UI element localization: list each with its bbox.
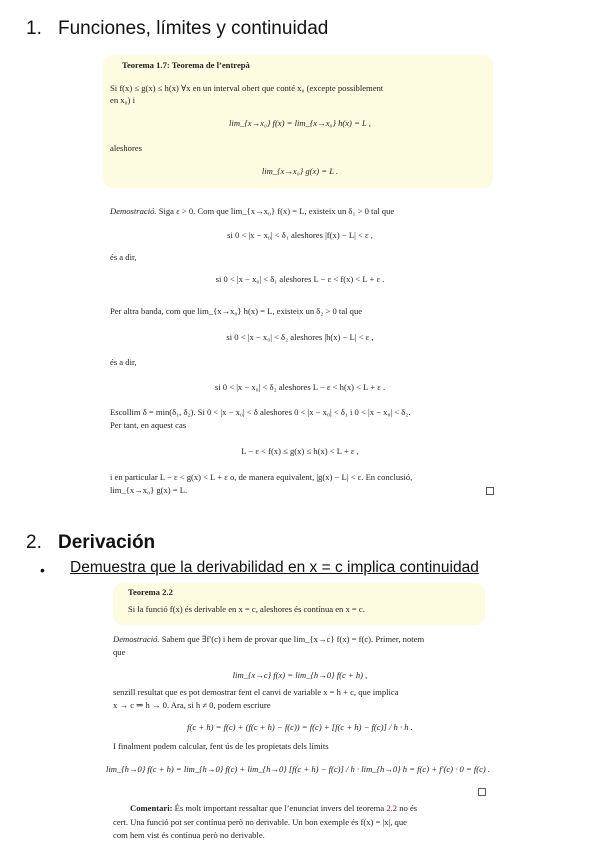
qed-icon [478,788,486,796]
proof-text: Per tant, en aquest cas [110,420,187,430]
proof-text: Escollim δ = min(δ₁, δ₂). Si 0 < |x − x₀| < δ aleshores 0 < |x − x₀| < δ₁ i 0 < |x − x₀| < δ₂. [110,407,411,417]
proof-text: que [113,647,126,657]
equation: lim_{h→0} f(c + h) = lim_{h→0} f(c) + lim_{h→0} [f(c + h) − f(c)] / h · lim_{h→0} h = f(c) + f′(c) · 0 = f(c) . [105,764,491,774]
comment-line [130,803,417,813]
section-number: 1. [26,18,42,39]
equation: lim_{x→x₀} g(x) = L . [261,166,339,176]
proof-label: Demostració. [110,206,157,216]
proof-text: Sabem que ∃f′(c) i hem de provar que lim_{x→c} f(x) = f(c). Primer, notem [161,634,425,644]
equation: si 0 < |x − x₀| < δ₁ aleshores |f(x) − L| < ε , [227,230,373,240]
theorem-text: Si f(x) ≤ g(x) ≤ h(x) ∀x en un interval obert que conté x₀ (excepte possiblement [110,83,384,93]
proof-text: I finalment podem calcular, fent ús de les propietats dels límits [113,741,329,751]
proof-text: senzill resultat que es pot demostrar fent el canvi de variable x = h + c, que implica [113,687,399,697]
proof-text: i en particular L − ε < g(x) < L + ε o, de manera equivalent, |g(x) − L| < ε. En conclusió, [110,472,413,482]
equation: si 0 < |x − x₀| < δ₂ aleshores L − ε < h(x) < L + ε . [214,382,386,392]
theorem-text: en x₀) i [110,95,135,105]
comment-label: Comentari: [130,803,173,813]
proof-text: Siga ε > 0. Com que lim_{x→x₀} f(x) = L, existeix un δ₁ > 0 tal que [158,206,395,216]
theorem-title: Teorema 2.2 [128,587,173,597]
comment-text: cert. Una funció pot ser contínua però no derivable. Un bon exemple és f(x) = |x|, que [113,817,407,827]
theorem-reference-link[interactable]: 2.2 [386,803,398,813]
theorem-text: Si la funció f(x) és derivable en x = c, aleshores és contínua en x = c. [128,604,365,614]
bullet-icon: • [40,562,45,578]
proof-text: lim_{x→x₀} g(x) = L. [110,485,188,495]
comment-text: com hem vist és contínua però no derivable. [113,830,265,840]
task-link[interactable]: Demuestra que la derivabilidad en x = c implica continuidad [70,559,479,576]
equation: si 0 < |x − x₀| < δ₁ aleshores L − ε < f(x) < L + ε . [215,274,385,284]
proof-text: és a dir, [110,252,137,262]
theorem-title: Teorema 1.7: Teorema de l’entrepà [122,60,250,70]
section-title: Funciones, límites y continuidad [58,18,329,39]
proof-text: Per altra banda, com que lim_{x→x₀} h(x) = L, existeix un δ₂ > 0 tal que [110,306,363,316]
equation: L − ε < f(x) ≤ g(x) ≤ h(x) < L + ε , [241,446,359,456]
qed-icon [486,487,494,495]
section-heading-1 [26,18,328,40]
equation: lim_{x→x₀} f(x) = lim_{x→x₀} h(x) = L , [229,118,371,128]
equation: lim_{x→c} f(x) = lim_{h→0} f(c + h) , [232,670,368,680]
comment-text: no és [399,803,418,813]
section-number: 2. [26,532,42,553]
theorem-text: aleshores [110,143,142,153]
proof-label: Demostració. [113,634,160,644]
proof-line [110,206,394,216]
proof-text: és a dir, [110,357,137,367]
section-title: Derivación [58,532,156,553]
proof-text: x → c ⇒ h → 0. Ara, si h ≠ 0, podem escriure [113,700,271,710]
comment-text: És molt important ressaltar que l’enunciat invers del teorema [174,803,385,813]
section-heading-2 [26,532,155,554]
proof-line [113,634,424,645]
equation: f(c + h) = f(c) + (f(c + h) − f(c)) = f(c) + [f(c + h) − f(c)] / h · h . [187,722,413,732]
equation: si 0 < |x − x₀| < δ₂ aleshores |h(x) − L| < ε , [226,332,374,342]
